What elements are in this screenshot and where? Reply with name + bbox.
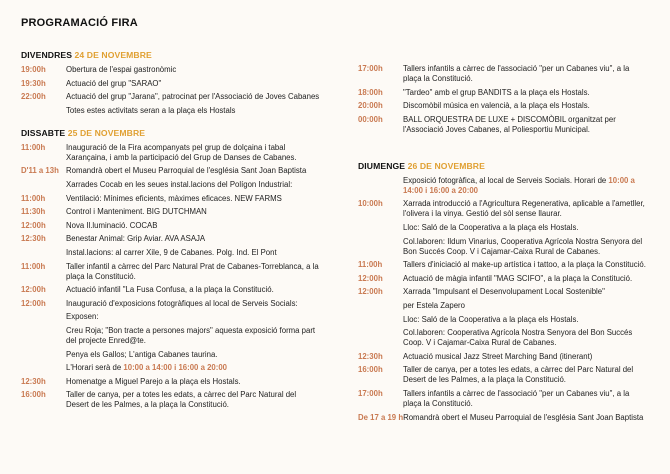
schedule-row	[21, 106, 321, 116]
schedule-row	[21, 180, 321, 190]
schedule-row	[358, 260, 650, 270]
schedule-row	[21, 285, 321, 295]
schedule-row	[358, 352, 650, 362]
event-time: D'11 a 13h	[21, 166, 59, 176]
schedule-row	[358, 199, 650, 219]
schedule-row	[358, 365, 650, 385]
event-text: per Estela Zapero	[403, 300, 465, 310]
schedule-row	[21, 390, 321, 410]
event-text: Ventilació: Mínimes eficients, màximes eficaces. NEW FARMS	[66, 193, 282, 203]
day-date: 25 DE NOVEMBRE	[67, 127, 146, 138]
event-time: 11:00h	[358, 260, 383, 270]
event-time: 12:00h	[358, 287, 383, 297]
schedule-row	[358, 274, 650, 284]
event-time: 20:00h	[358, 101, 383, 111]
event-text: Actuació de màgia infantil "MAG SCIFO", a la plaça la Constitució.	[403, 273, 633, 283]
event-text: Xarrada introducció a l'Agricultura Regenerativa, aplicable a l'ametller, l'olivera i la vinya. Gestió del sòl sense llaurar.	[403, 199, 645, 219]
schedule-row	[21, 350, 321, 360]
event-text: Instal.lacions: al carrer Xile, 9 de Cabanes. Polg. Ind. El Pont	[66, 247, 277, 257]
schedule-row	[358, 301, 650, 311]
event-text: L'Horari serà de 10:00 a 14:00 i 16:00 a 20:00	[66, 363, 228, 373]
event-text: Lloc: Saló de la Cooperativa a la plaça els Hostals.	[403, 314, 579, 324]
event-text: Xarrades Cocab en les seues instal.lacions del Polígon Industrial:	[66, 179, 293, 189]
event-text: Totes estes activitats seran a la plaça els Hostals	[66, 105, 236, 115]
schedule-row	[358, 115, 650, 135]
event-time: 12:30h	[21, 376, 46, 386]
schedule-row	[358, 413, 650, 423]
day-date: 24 DE NOVEMBRE	[74, 50, 152, 60]
event-text: Inauguració d'exposicions fotogràfiques al local de Serveis Socials:	[66, 298, 298, 308]
event-text: Inauguració de la Fira acompanyats pel grup de dolçaina i tabal Xarançaina, i amb la participació del Grup de Danses de Cabanes.	[66, 142, 297, 162]
schedule-row	[21, 143, 321, 163]
schedule-row	[21, 363, 321, 373]
event-time: 12:00h	[21, 285, 46, 295]
schedule-row	[358, 328, 650, 348]
event-text: Obertura de l'espai gastronòmic	[66, 65, 177, 74]
event-time: 12:00h	[21, 220, 46, 230]
event-text: Col.laboren: Ildum Vinarius, Cooperativa Agrícola Nostra Senyora del Bon Succés Coop. V i Cajamar-Caixa Rural de Cabanes.	[403, 236, 643, 256]
event-time: 12:30h	[21, 234, 46, 244]
saturday-continued	[358, 64, 650, 135]
event-text: Xarrada "Impulsant el Desenvolupament Local Sostenible"	[403, 287, 605, 297]
schedule-row	[21, 65, 321, 75]
event-time: 11:00h	[21, 142, 46, 152]
schedule-row	[21, 207, 321, 217]
schedule-row	[358, 287, 650, 297]
schedule-row	[21, 312, 321, 322]
event-time: 17:00h	[358, 64, 383, 73]
event-text: Taller infantil a càrrec del Parc Natural Prat de Cabanes-Torreblanca, a la plaça la Constitució.	[66, 261, 319, 281]
event-text: Tallers infantils a càrrec de l'associació "per un Cabanes viu", a la plaça la Constitució.	[403, 388, 630, 408]
event-text: "Tardeo" amb el grup BANDITS a la plaça els Hostals.	[403, 87, 590, 97]
schedule-row	[21, 166, 321, 176]
schedule-row	[358, 64, 650, 84]
day-name: DIVENDRES	[21, 50, 75, 60]
spacer	[358, 147, 650, 161]
event-text: Tallers d'iniciació al make-up artística i tattoo, a la plaça la Constitució.	[403, 260, 646, 270]
day-date: 26 DE NOVEMBRE	[407, 160, 485, 171]
event-text: Romandrà obert el Museu Parroquial de l'església Sant Joan Baptista	[66, 166, 307, 176]
page-title: PROGRAMACIÓ FIRA	[21, 17, 138, 29]
event-time: 19:30h	[21, 78, 46, 88]
day-name: DISSABTE	[21, 127, 68, 138]
schedule-row	[21, 234, 321, 244]
schedule-row	[21, 299, 321, 309]
event-text: Penya els Gallos; L'antiga Cabanes taurina.	[66, 349, 218, 359]
event-text: Exposició fotogràfica, al local de Serveis Socials. Horari de 10:00 a 14:00 i 16:00 a 20:00	[403, 175, 635, 195]
schedule-row	[21, 377, 321, 387]
schedule-row	[21, 262, 321, 282]
schedule-row	[358, 237, 650, 257]
schedule-row	[21, 194, 321, 204]
event-text: Romandrà obert el Museu Parroquial de l'església Sant Joan Baptista	[403, 412, 644, 422]
event-time: 19:00h	[21, 65, 46, 74]
left-column	[21, 50, 321, 422]
event-text: Actuació musical Jazz Street Marching Band (itinerant)	[403, 351, 593, 361]
schedule-row	[21, 79, 321, 89]
day-block-divendres	[21, 50, 321, 116]
event-time: 00:00h	[358, 114, 383, 124]
event-text: Actuació infantil "La Fusa Confusa, a la plaça la Constitució.	[66, 285, 274, 295]
day-heading	[358, 161, 650, 171]
day-heading	[21, 50, 321, 60]
schedule-row	[358, 176, 650, 196]
event-text: Actuació del grup "Jarana", patrocinat per l'Associació de Joves Cabanes	[66, 92, 320, 102]
day-heading	[21, 128, 321, 138]
schedule-row	[358, 315, 650, 325]
event-time: 16:00h	[358, 365, 383, 375]
day-block-dissabte	[21, 128, 321, 411]
event-text: Exposen:	[66, 312, 99, 322]
event-text: Col.laboren: Cooperativa Agrícola Nostra Senyora del Bon Succés Coop. V i Cajamar-Caixa Rural de Cabanes.	[403, 328, 633, 348]
right-column	[358, 64, 650, 435]
event-time: 11:30h	[21, 207, 46, 217]
event-time: 12:00h	[21, 298, 46, 308]
event-hours-highlight: 10:00 a 14:00 i 16:00 a 20:00	[123, 363, 228, 373]
schedule-row	[358, 88, 650, 98]
event-text: Taller de canya, per a totes les edats, a càrrec del Parc Natural del Desert de les Palmes, a la plaça la Constitució.	[403, 365, 634, 385]
event-text: Taller de canya, per a totes les edats, a càrrec del Parc Natural del Desert de les Palmes, a la plaça la Constitució.	[66, 390, 297, 410]
event-text: Tallers infantils a càrrec de l'associació "per un Cabanes viu", a la plaça la Constitució.	[403, 64, 630, 83]
event-text: Benestar Animal: Grip Aviar. AVA ASAJA	[66, 234, 206, 244]
event-text: Control i Manteniment. BIG DUTCHMAN	[66, 207, 207, 217]
event-time: De 17 a 19 h	[358, 412, 404, 422]
schedule-row	[21, 326, 321, 346]
event-text: Lloc: Saló de la Cooperativa a la plaça els Hostals.	[403, 222, 579, 232]
day-name: DIUMENGE	[358, 160, 408, 171]
event-text: Actuació del grup "SARAO"	[66, 78, 162, 88]
event-text: Homenatge a Miguel Parejo a la plaça els Hostals.	[66, 376, 241, 386]
event-text: BALL ORQUESTRA DE LUXE + DISCOMÒBIL organitzat per l'Associació Joves Cabanes, al Poliesportiu Municipal.	[403, 114, 616, 134]
event-time: 10:00h	[358, 199, 383, 209]
schedule-row	[358, 223, 650, 233]
event-time: 22:00h	[21, 92, 46, 102]
schedule-row	[21, 248, 321, 258]
schedule-row	[21, 92, 321, 102]
event-time: 17:00h	[358, 388, 383, 398]
event-time: 12:00h	[358, 273, 383, 283]
event-text: Discomòbil música en valencià, a la plaça els Hostals.	[403, 101, 590, 111]
event-time: 18:00h	[358, 87, 383, 97]
event-text: Nova Il.luminació. COCAB	[66, 220, 158, 230]
event-hours-highlight: 10:00 a 14:00 i 16:00 a 20:00	[403, 175, 635, 195]
event-time: 11:00h	[21, 261, 46, 271]
event-time: 12:30h	[358, 351, 383, 361]
event-time: 16:00h	[21, 390, 46, 400]
schedule-row	[358, 101, 650, 111]
event-time: 11:00h	[21, 193, 46, 203]
event-text: Creu Roja; "Bon tracte a persones majors" aquesta exposició forma part del projecte Enred@te.	[66, 325, 316, 345]
day-block-diumenge	[358, 161, 650, 423]
schedule-row	[21, 221, 321, 231]
schedule-row	[358, 389, 650, 409]
